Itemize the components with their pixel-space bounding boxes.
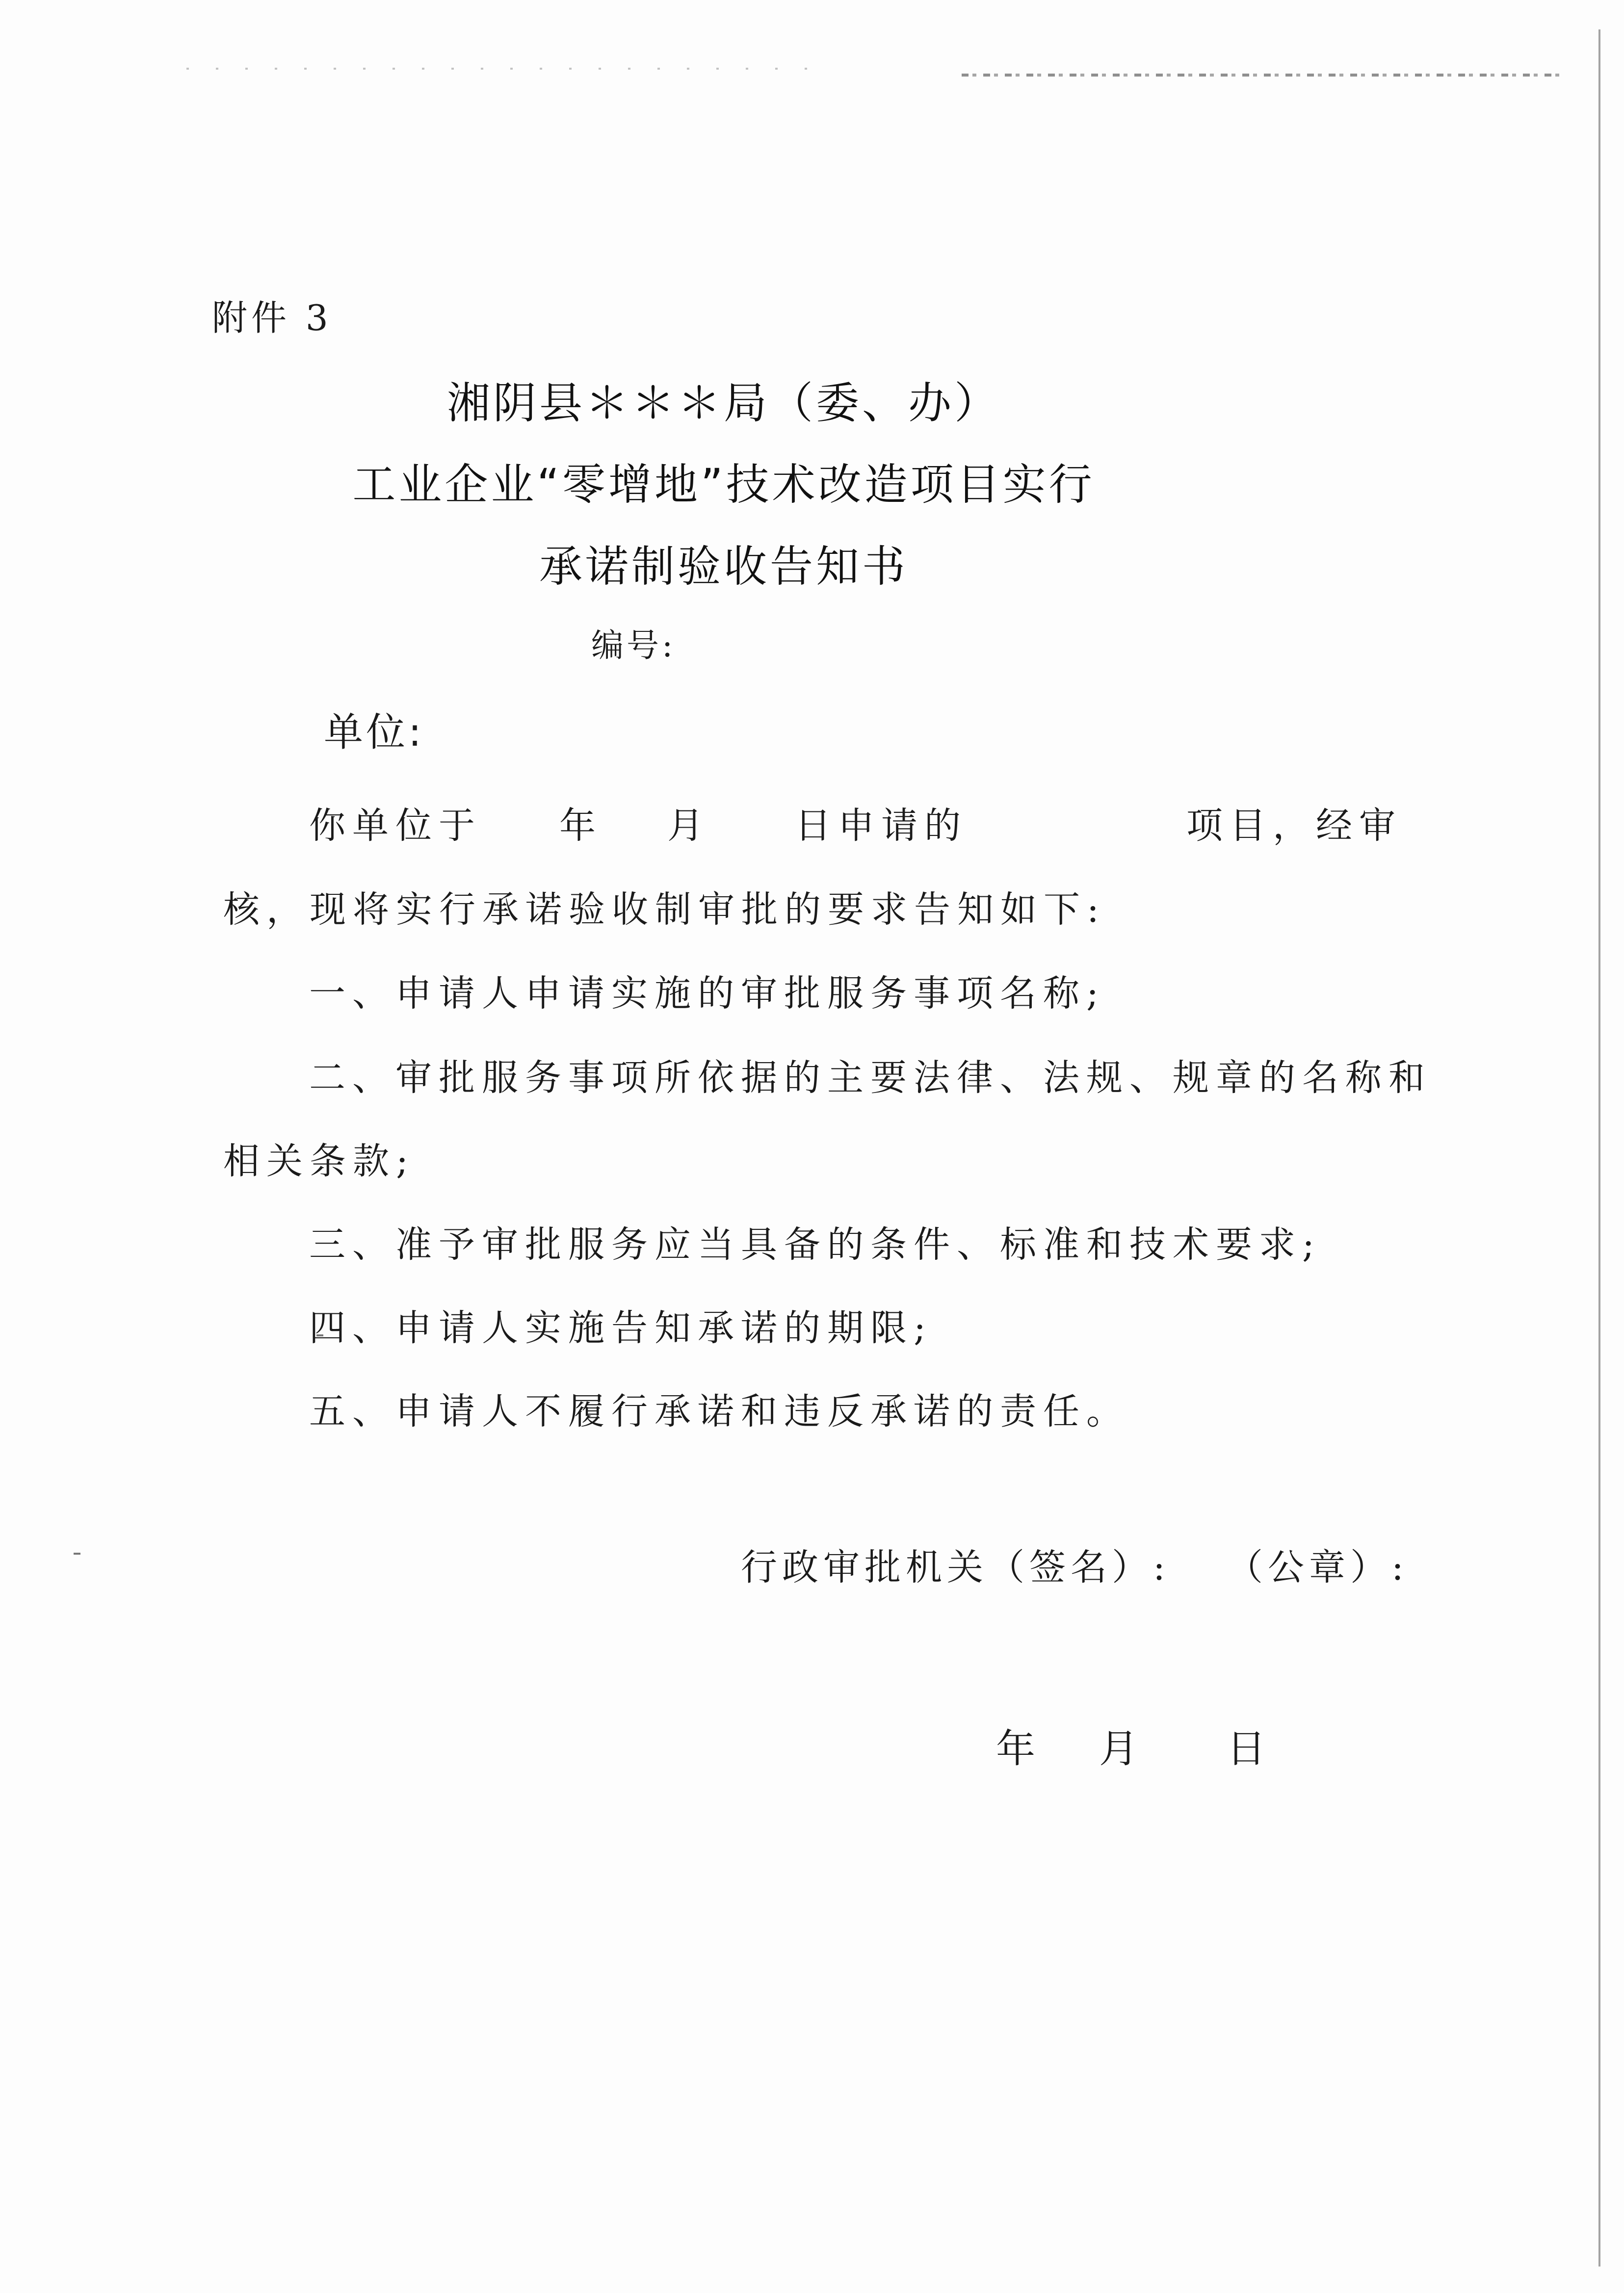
date-year: 年 bbox=[996, 1726, 1035, 1772]
scan-mark bbox=[74, 1553, 80, 1555]
body-item-3: 三、准予审批服务应当具备的条件、标准和技术要求; bbox=[309, 1224, 1321, 1266]
body-p1-month: 月 bbox=[667, 805, 710, 847]
serial-number-label: 编号: bbox=[591, 626, 676, 664]
date-day: 日 bbox=[1227, 1726, 1266, 1772]
body-p1-start: 你单位于 bbox=[309, 805, 482, 847]
title-line-1: 湘阴县＊＊＊局（委、办） bbox=[446, 378, 1000, 428]
body-p1-day: 日申请的 bbox=[795, 805, 968, 847]
body-item-2: 二、审批服务事项所依据的主要法律、法规、规章的名称和 bbox=[309, 1057, 1432, 1099]
body-item-5: 五、申请人不履行承诺和违反承诺的责任。 bbox=[309, 1390, 1129, 1433]
unit-label: 单位: bbox=[324, 709, 424, 755]
body-item-1: 一、申请人申请实施的审批服务事项名称; bbox=[309, 972, 1105, 1015]
official-seal-label: （公章）: bbox=[1227, 1546, 1409, 1589]
title-line-3: 承诺制验收告知书 bbox=[539, 541, 908, 592]
body-item-2-continuation: 相关条款; bbox=[223, 1140, 415, 1182]
signature-authority-label: 行政审批机关（签名）: bbox=[741, 1546, 1170, 1589]
date-month: 月 bbox=[1099, 1726, 1138, 1772]
body-p1-continuation: 核，现将实行承诺验收制审批的要求告知如下: bbox=[223, 888, 1106, 931]
title-line-2: 工业企业“零增地”技术改造项目实行 bbox=[352, 459, 1095, 510]
scan-edge-right bbox=[1598, 29, 1600, 2267]
attachment-label: 附件 3 bbox=[212, 297, 332, 339]
body-p1-project: 项目，经审 bbox=[1186, 805, 1402, 847]
scan-noise-top-left bbox=[186, 68, 824, 70]
body-item-4: 四、申请人实施告知承诺的期限; bbox=[309, 1307, 933, 1349]
scan-noise-top-right bbox=[962, 74, 1560, 77]
body-p1-year: 年 bbox=[559, 805, 602, 847]
